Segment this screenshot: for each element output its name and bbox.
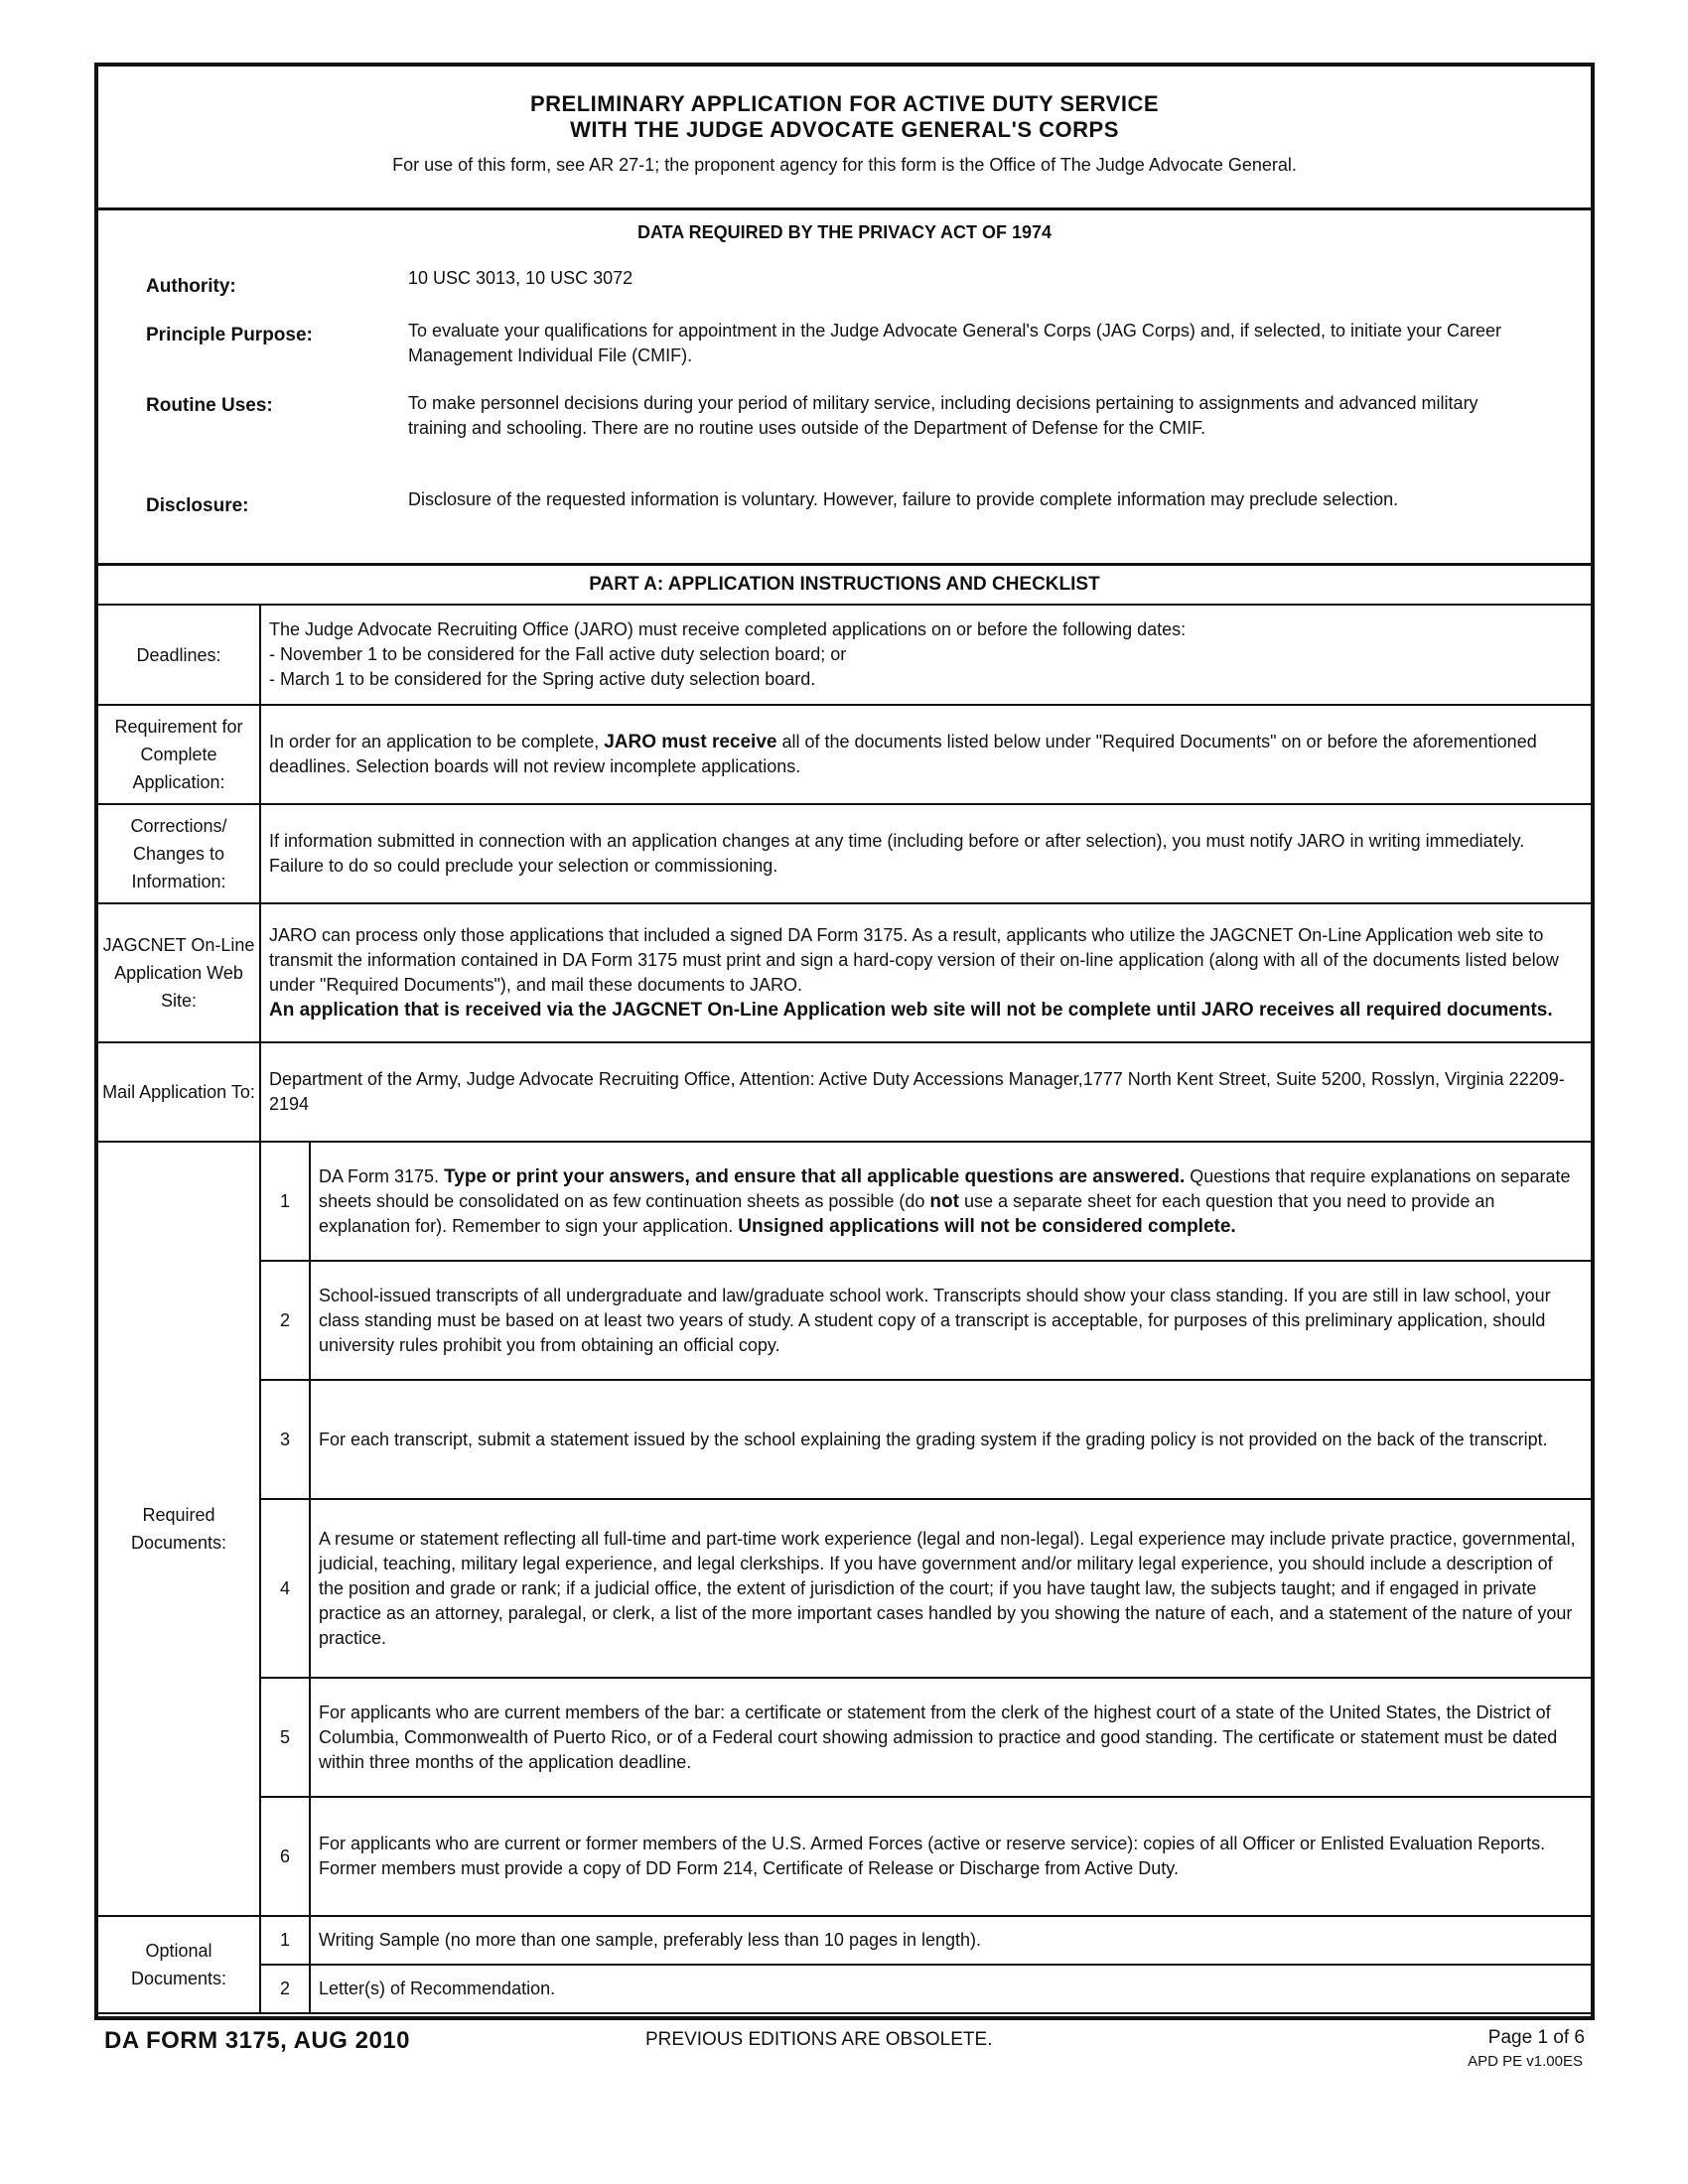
jagcnet-text xyxy=(260,903,1591,1042)
page-number: Page 1 of 6 xyxy=(1487,2027,1585,2048)
required-documents-label: Required Documents: xyxy=(98,1142,260,1916)
req1-part-a: DA Form 3175. xyxy=(319,1165,440,1186)
authority-text: 10 USC 3013, 10 USC 3072 xyxy=(408,268,633,288)
form-page xyxy=(94,63,1595,2020)
purpose-text: To evaluate your qualifications for appointment in the Judge Advocate General's Corps (JAG Corps) and, if selected, to initiate your Career Management Individual File (CMIF). xyxy=(408,321,1502,365)
mail-row xyxy=(98,1042,1591,1142)
required-doc-text-2: School-issued transcripts of all undergraduate and law/graduate school work. Transcripts should show your class standing. If you are still in law school, your class standing must be based on at least two years of study. A student copy of a transcript is acceptable, for purposes of this preliminary application, should university rules prohibit you from obtaining an official copy. xyxy=(310,1261,1591,1380)
jagcnet-row xyxy=(98,903,1591,1042)
complete-text-bold: JARO must receive xyxy=(604,732,777,752)
form-subtitle: For use of this form, see AR 27-1; the proponent agency for this form is the Office of The Judge Advocate General. xyxy=(392,155,1297,175)
required-doc-number-6: 6 xyxy=(260,1797,310,1916)
corrections-row xyxy=(98,804,1591,903)
required-doc-row-5 xyxy=(98,1678,1591,1797)
optional-documents-label: Optional Documents: xyxy=(98,1916,260,2013)
required-doc-row-1 xyxy=(98,1142,1591,1261)
required-doc-number-3: 3 xyxy=(260,1380,310,1499)
form-id: DA FORM 3175, AUG 2010 xyxy=(104,2027,410,2054)
form-footer xyxy=(94,2023,1595,2083)
complete-application-label: Requirement for Complete Application: xyxy=(98,705,260,804)
form-version: APD PE v1.00ES xyxy=(1468,2053,1583,2070)
required-doc-number-2: 2 xyxy=(260,1261,310,1380)
req1-part-b: Type or print your answers, and ensure that all applicable questions are answered. xyxy=(444,1165,1186,1187)
jagcnet-label: JAGCNET On-Line Application Web Site: xyxy=(98,903,260,1042)
form-title-line-1: PRELIMINARY APPLICATION FOR ACTIVE DUTY SERVICE xyxy=(529,91,1160,116)
optional-doc-number-1: 1 xyxy=(260,1916,310,1965)
required-doc-number-5: 5 xyxy=(260,1678,310,1797)
disclosure-label: Disclosure: xyxy=(146,495,249,516)
required-doc-text-3: For each transcript, submit a statement issued by the school explaining the grading system if the grading policy is not provided on the back of the transcript. xyxy=(310,1380,1591,1499)
disclosure-text: Disclosure of the requested information is voluntary. However, failure to provide complete information may preclude selection. xyxy=(408,489,1399,509)
privacy-act-section xyxy=(98,210,1591,566)
complete-text-post: all of the documents listed below under "Required Documents" on or before the aforementioned deadlines. Selection boards will not review incomplete applications. xyxy=(269,732,1537,776)
purpose-label: Principle Purpose: xyxy=(146,325,313,345)
authority-label: Authority: xyxy=(146,276,236,297)
optional-doc-row-2 xyxy=(98,1965,1591,2013)
req1-part-d: not xyxy=(929,1190,959,1212)
deadlines-line-3: - March 1 to be considered for the Spring active duty selection board. xyxy=(269,669,816,689)
required-doc-number-1: 1 xyxy=(260,1142,310,1261)
form-title-block xyxy=(98,67,1591,210)
req1-part-f: Unsigned applications will not be considered complete. xyxy=(738,1215,1236,1237)
jagcnet-text-body: JARO can process only those applications that included a signed DA Form 3175. As a result, applicants who utilize the JAGCNET On-Line Application web site to transmit the information contained in DA Form 3175 must print and sign a hard-copy version of their on-line application (along with all of the documents listed below under "Required Documents"), and mail these documents to JARO. xyxy=(269,925,1559,995)
optional-doc-text-1: Writing Sample (no more than one sample, preferably less than 10 pages in length). xyxy=(310,1916,1591,1965)
mail-text: Department of the Army, Judge Advocate Recruiting Office, Attention: Active Duty Accessions Manager,1777 North Kent Street, Suite 5200, Rosslyn, Virginia 22209-2194 xyxy=(260,1042,1591,1142)
complete-application-row xyxy=(98,705,1591,804)
corrections-text: If information submitted in connection with an application changes at any time (including before or after selection), you must notify JARO in writing immediately. Failure to do so could preclude your selection or commissioning. xyxy=(260,804,1591,903)
routine-uses-label: Routine Uses: xyxy=(146,395,273,416)
optional-doc-text-2: Letter(s) of Recommendation. xyxy=(310,1965,1591,2013)
required-doc-text-6: For applicants who are current or former members of the U.S. Armed Forces (active or reserve service): copies of all Officer or Enlisted Evaluation Reports. Former members must provide a copy of DD Form 214, Certificate of Release or Discharge from Active Duty. xyxy=(310,1797,1591,1916)
checklist-table xyxy=(98,606,1591,2014)
jagcnet-text-bold: An application that is received via the JAGCNET On-Line Application web site will not be complete until JARO receives all required documents. xyxy=(269,1000,1553,1021)
corrections-label: Corrections/ Changes to Information: xyxy=(98,804,260,903)
req1-part-e: use a separate sheet for each question that you need to provide an explanation for). Remember to sign your application. xyxy=(319,1190,1495,1236)
required-doc-row-3 xyxy=(98,1380,1591,1499)
privacy-act-heading: DATA REQUIRED BY THE PRIVACY ACT OF 1974 xyxy=(636,222,1053,242)
deadlines-text xyxy=(260,606,1591,705)
routine-uses-text: To make personnel decisions during your period of military service, including decisions pertaining to assignments and advanced military training and schooling. There are no routine uses outside of the Department of Defense for the CMIF. xyxy=(408,393,1478,438)
required-doc-text-1 xyxy=(310,1142,1591,1261)
deadlines-line-2: - November 1 to be considered for the Fall active duty selection board; or xyxy=(269,644,847,664)
optional-doc-number-2: 2 xyxy=(260,1965,310,2013)
mail-label: Mail Application To: xyxy=(98,1042,260,1142)
deadlines-line-1: The Judge Advocate Recruiting Office (JARO) must receive completed applications on or before the following dates: xyxy=(269,619,1187,639)
optional-doc-row-1 xyxy=(98,1916,1591,1965)
form-title-line-2: WITH THE JUDGE ADVOCATE GENERAL'S CORPS xyxy=(570,117,1119,142)
deadlines-label: Deadlines: xyxy=(98,606,260,705)
required-doc-text-4: A resume or statement reflecting all full-time and part-time work experience (legal and non-legal). Legal experience may include private practice, governmental, judicial, teaching, military legal experience, and legal clerkships. If you have government and/or military legal experience, you should include a description of the position and grade or rank; if a judicial office, the extent of jurisdiction of the court; if you have taught law, the subjects taught; and if engaged in private practice as an attorney, paralegal, or clerk, a list of the more important cases handled by you showing the nature of each, and a statement of the nature of your practice. xyxy=(310,1499,1591,1678)
required-doc-row-6 xyxy=(98,1797,1591,1916)
required-doc-row-4 xyxy=(98,1499,1591,1678)
required-doc-row-2 xyxy=(98,1261,1591,1380)
req1-part-c: Questions that require explanations on separate sheets should be consolidated on as few continuation sheets as possible (do xyxy=(319,1165,1571,1211)
deadlines-row xyxy=(98,606,1591,705)
part-a-heading: PART A: APPLICATION INSTRUCTIONS AND CHECKLIST xyxy=(98,566,1591,606)
required-doc-number-4: 4 xyxy=(260,1499,310,1678)
obsolete-notice: PREVIOUS EDITIONS ARE OBSOLETE. xyxy=(645,2029,993,2050)
required-doc-text-5: For applicants who are current members of the bar: a certificate or statement from the clerk of the highest court of a state of the United States, the District of Columbia, Commonwealth of Puerto Rico, or of a Federal court showing admission to practice and good standing. The certificate or statement must be dated within three months of the application deadline. xyxy=(310,1678,1591,1797)
complete-application-text xyxy=(260,705,1591,804)
complete-text-pre: In order for an application to be complete, xyxy=(269,732,600,751)
